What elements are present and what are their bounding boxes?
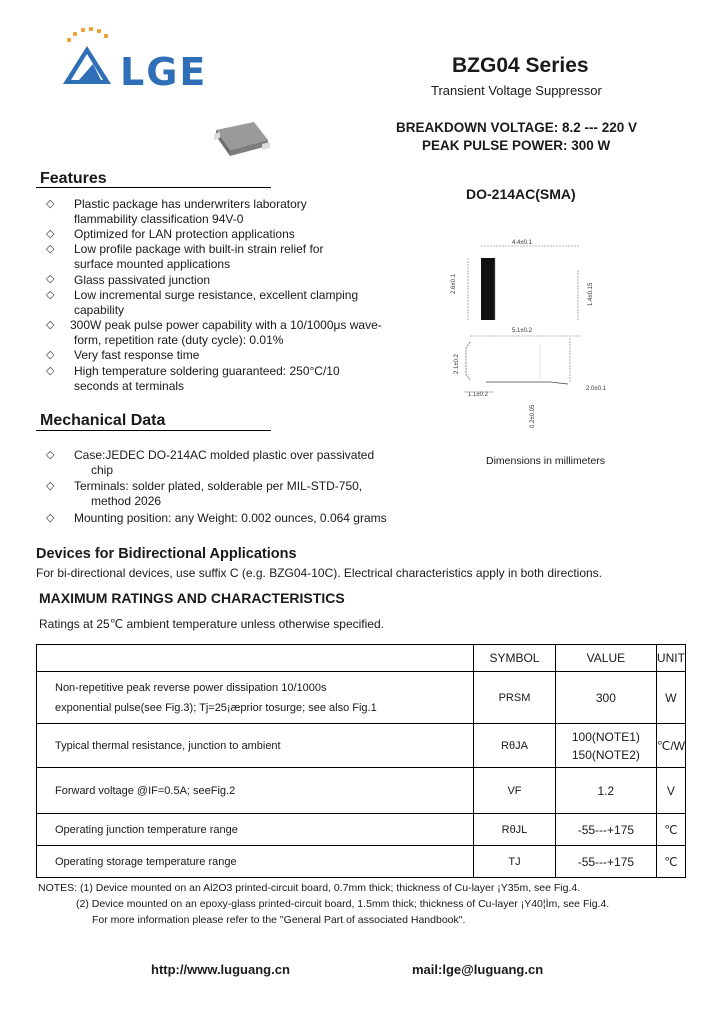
list-item: seconds at terminals [74, 379, 185, 393]
bullet-diamond-icon: ◇ [46, 512, 55, 524]
list-item: High temperature soldering guaranteed: 250°C/10 [74, 364, 340, 378]
footer-email-link[interactable]: mail:lge@luguang.cn [412, 962, 544, 977]
logo-mark-icon [55, 24, 125, 94]
bullet-diamond-icon: ◇ [46, 243, 55, 255]
bidirectional-heading: Devices for Bidirectional Applications [36, 546, 297, 562]
value-cell: -55---+175 [555, 814, 656, 846]
symbol-cell: PRSM [474, 672, 556, 724]
list-item: Very fast response time [74, 348, 200, 362]
table-row [37, 724, 686, 768]
list-item: Case:JEDEC DO-214AC molded plastic over passivated [74, 448, 375, 462]
ratings-table [36, 644, 686, 878]
bullet-diamond-icon: ◇ [46, 480, 55, 492]
list-item: Plastic package has underwriters laboratory [74, 197, 307, 211]
footer-website-link[interactable]: http://www.luguang.cn [151, 962, 290, 977]
unit-cell: W [656, 672, 685, 724]
list-item: 300W peak pulse power capability with a 10/1000μs wave- [70, 318, 382, 332]
dim-side-label: 2.6±0.1 [451, 274, 457, 294]
logo [55, 24, 125, 94]
table-header-row [37, 645, 686, 672]
value-cell: 150(NOTE2) [571, 747, 640, 762]
dim-mid-label: 5.1±0.2 [512, 328, 532, 334]
bullet-diamond-icon: ◇ [46, 289, 55, 301]
dim-bot-mid-label: 0.2±0.05 [530, 404, 536, 428]
symbol-cell: RθJL [474, 814, 556, 846]
note-line: NOTES: (1) Device mounted on an Al2O3 printed-circuit board, 0.7mm thick; thickness of Cu-layer ¡Y35m, see Fig.4. [38, 882, 581, 894]
symbol-cell: RθJA [474, 724, 556, 768]
table-row [37, 672, 686, 724]
bullet-diamond-icon: ◇ [46, 319, 55, 331]
param-text: Typical thermal resistance, junction to ambient [37, 724, 474, 768]
dimensions-caption: Dimensions in millimeters [486, 455, 606, 467]
symbol-cell: TJ [474, 846, 556, 878]
unit-cell: ℃ [656, 814, 685, 846]
dim-bot-right-label: 2.0±0.1 [586, 386, 606, 392]
list-item: chip [91, 463, 114, 477]
list-item: Terminals: solder plated, solderable per MIL-STD-750, [74, 479, 363, 493]
list-item: Low incremental surge resistance, excellent clamping [74, 288, 359, 302]
features-underline [36, 187, 271, 188]
dim-right-label: 1.4±0.15 [588, 282, 594, 306]
notes [38, 880, 609, 928]
value-cell: 100(NOTE1) [571, 729, 640, 744]
logo-text: LGE [120, 50, 208, 94]
series-title: BZG04 Series [452, 54, 589, 77]
bullet-diamond-icon: ◇ [46, 228, 55, 240]
param-text: Forward voltage @IF=0.5A; seeFig.2 [37, 768, 474, 814]
note-line: (2) Device mounted on an epoxy-glass printed-circuit board, 1.5mm thick; thickness of Cu-layer ¡Y40¦Ìm, see Fig.4. [76, 898, 610, 910]
bullet-diamond-icon: ◇ [46, 449, 55, 461]
package-name: DO-214AC(SMA) [466, 186, 576, 202]
list-item: capability [74, 303, 125, 317]
header-cell [37, 645, 474, 672]
header-cell: SYMBOL [474, 645, 556, 672]
list-item: surface mounted applications [74, 257, 231, 271]
list-item: Glass passivated junction [74, 273, 211, 287]
component-image [210, 118, 272, 160]
unit-cell: V [656, 768, 685, 814]
unit-cell: ℃/W [656, 724, 685, 768]
list-item: Mounting position: any Weight: 0.002 ounces, 0.064 grams [74, 511, 387, 525]
param-text: Operating storage temperature range [37, 846, 474, 878]
dim-top-label: 4.4±0.1 [512, 240, 532, 246]
dim-bot-left-label: 1.1±0.2 [468, 392, 488, 398]
mechanical-heading: Mechanical Data [40, 412, 166, 429]
features-heading: Features [40, 170, 107, 187]
bullet-diamond-icon: ◇ [46, 365, 55, 377]
list-item: flammability classification 94V-0 [74, 212, 244, 226]
list-item: form, repetition rate (duty cycle): 0.01% [74, 333, 284, 347]
header-cell: VALUE [555, 645, 656, 672]
table-row [37, 768, 686, 814]
value-cell: 1.2 [555, 768, 656, 814]
table-row [37, 814, 686, 846]
bidirectional-text: For bi-directional devices, use suffix C (e.g. BZG04-10C). Electrical characteristics apply in both directions. [36, 566, 603, 580]
package-drawing [450, 232, 620, 437]
symbol-cell: VF [474, 768, 556, 814]
param-text: Operating junction temperature range [37, 814, 474, 846]
series-subtitle: Transient Voltage Suppressor [431, 83, 602, 98]
bullet-diamond-icon: ◇ [46, 198, 55, 210]
ratings-heading: MAXIMUM RATINGS AND CHARACTERISTICS [39, 590, 345, 606]
value-cell: -55---+175 [555, 846, 656, 878]
list-item: method 2026 [91, 494, 162, 508]
list-item: Low profile package with built-in strain relief for [74, 242, 324, 256]
header-cell: UNIT [656, 645, 685, 672]
ratings-note: Ratings at 25℃ ambient temperature unless otherwise specified. [39, 617, 384, 631]
mechanical-underline [36, 430, 271, 431]
bullet-diamond-icon: ◇ [46, 273, 55, 285]
peak-pulse-power: PEAK PULSE POWER: 300 W [422, 138, 611, 153]
breakdown-voltage: BREAKDOWN VOLTAGE: 8.2 --- 220 V [396, 120, 638, 135]
dim-left-label: 2.1±0.2 [454, 354, 460, 374]
note-line: For more information please refer to the "General Part of associated Handbook". [92, 914, 466, 926]
value-cell: 300 [555, 672, 656, 724]
bullet-diamond-icon: ◇ [46, 349, 55, 361]
table-row [37, 846, 686, 878]
list-item: Optimized for LAN protection applications [74, 227, 295, 241]
param-text: Non-repetitive peak reverse power dissipation 10/1000s [55, 681, 327, 694]
param-text: exponential pulse(see Fig.3); Tj=25¡æprior tosurge; see also Fig.1 [55, 701, 377, 714]
unit-cell: ℃ [656, 846, 685, 878]
